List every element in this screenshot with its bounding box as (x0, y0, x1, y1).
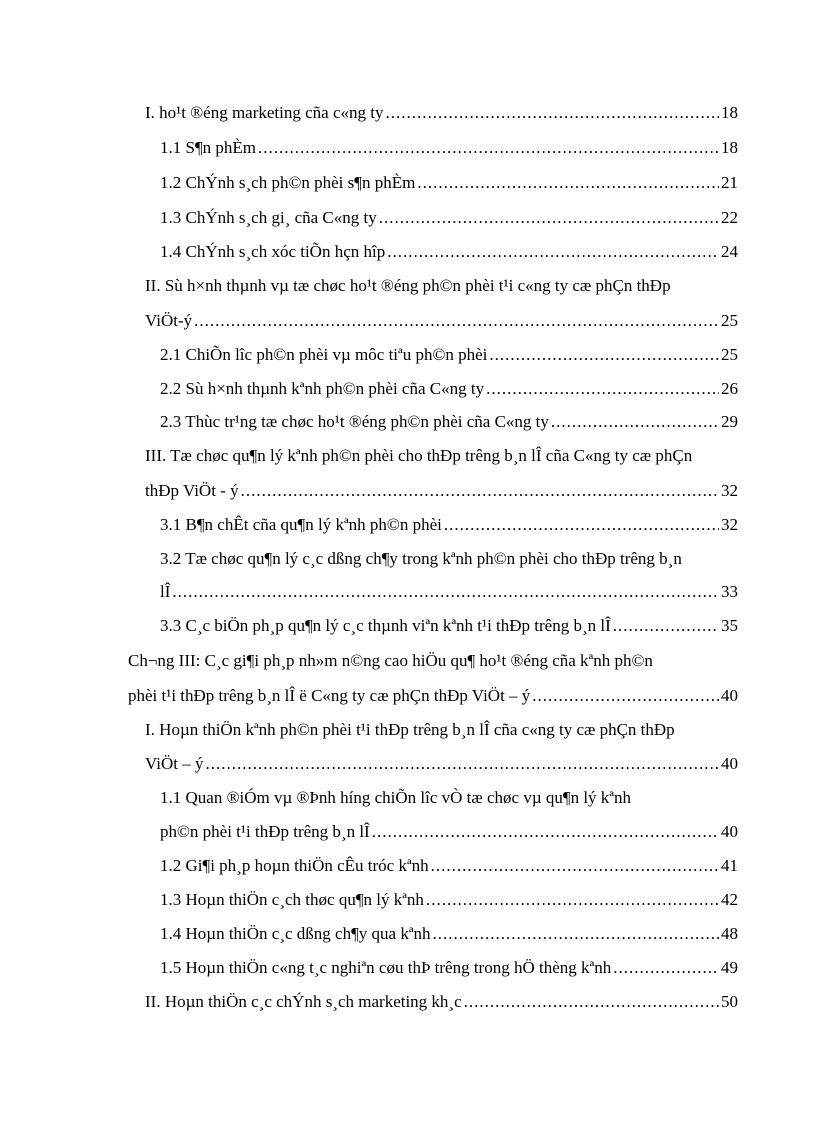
toc-entry-text: I. ho¹t ®éng marketing cña c«ng ty (145, 103, 384, 122)
toc-entry-continued (160, 547, 738, 571)
toc-entry (160, 206, 738, 230)
toc-entry (160, 854, 738, 878)
toc-page-number: 22 (721, 208, 738, 227)
toc-leader (241, 479, 719, 503)
toc-entry (160, 888, 738, 912)
toc-page-number: 18 (721, 138, 738, 157)
toc-entry (145, 101, 738, 125)
toc-page-number: 18 (721, 103, 738, 122)
toc-entry (160, 922, 738, 946)
toc-entry (160, 580, 738, 604)
toc-leader (387, 240, 719, 264)
toc-entry-text: 1.5 Hoµn thiÖn c«ng t¸c nghiªn cøu thÞ trêng trong hÖ thèng kªnh (160, 958, 612, 977)
toc-page-number: 25 (721, 345, 738, 364)
toc-page-number: 26 (721, 379, 738, 398)
toc-page-number: 40 (721, 822, 738, 841)
toc-entry-text: 3.3 C¸c biÖn ph¸p qu¶n lý c¸c thµnh viªn kªnh t¹i thÐp trêng b¸n lÎ (160, 616, 611, 635)
toc-entry (160, 171, 738, 195)
toc-entry-text: II. Sù h×nh thµnh vµ tæ chøc ho¹t ®éng ph©n phèi t¹i c«ng ty cæ phÇn thÐp (145, 276, 671, 295)
toc-entry (160, 377, 738, 401)
toc-entry-text: 1.2 Gi¶i ph¸p hoµn thiÖn cÊu tróc kªnh (160, 856, 429, 875)
toc-entry-text: 2.2 Sù h×nh thµnh kªnh ph©n phèi cña C«ng ty (160, 379, 485, 398)
toc-leader (444, 513, 719, 537)
toc-entry-continued (145, 718, 738, 742)
toc-entry-text: 2.3 Thùc tr¹ng tæ chøc ho¹t ®éng ph©n phèi cña C«ng ty (160, 412, 549, 431)
toc-entry (160, 410, 738, 434)
toc-page-number: 35 (721, 616, 738, 635)
toc-entry (160, 513, 738, 537)
toc-leader (613, 956, 719, 980)
toc-page-number: 29 (721, 412, 738, 431)
toc-page-number: 50 (721, 992, 738, 1011)
toc-entry-continued (145, 444, 738, 468)
toc-entry-text: lÎ (160, 582, 171, 601)
toc-leader (417, 171, 719, 195)
toc-entry-text: ViÖt – ý (145, 754, 204, 773)
toc-entry (160, 956, 738, 980)
toc-leader (194, 309, 719, 333)
toc-entry (160, 240, 738, 264)
chapter-heading (128, 649, 738, 673)
toc-entry (128, 684, 738, 708)
toc-entry-text: phèi t¹i thÐp trêng b¸n lÎ ë C«ng ty cæ phÇn thÐp ViÖt – ý (128, 686, 531, 705)
toc-leader (613, 614, 719, 638)
toc-entry-continued (145, 274, 738, 298)
toc-leader (551, 410, 719, 434)
toc-entry-text: II. Hoµn thiÖn c¸c chÝnh s¸ch marketing kh¸c (145, 992, 462, 1011)
toc-entry (145, 309, 738, 333)
toc-entry (160, 820, 738, 844)
toc-entry-text: 3.1 B¶n chÊt cña qu¶n lý kªnh ph©n phèi (160, 515, 442, 534)
toc-page-number: 40 (721, 686, 738, 705)
toc-leader (205, 752, 719, 776)
toc-entry-text: Ch¬ng III: C¸c gi¶i ph¸p nh»m n©ng cao hiÖu qu¶ ho¹t ®éng cña kªnh ph©n (128, 651, 653, 670)
toc-leader (431, 854, 719, 878)
toc-entry-text: 1.3 Hoµn thiÖn c¸ch thøc qu¶n lý kªnh (160, 890, 424, 909)
toc-page-number: 42 (721, 890, 738, 909)
toc-leader (385, 101, 719, 125)
toc-page-number: 32 (721, 481, 738, 500)
toc-entry-text: 1.2 ChÝnh s¸ch ph©n phèi s¶n phÈm (160, 173, 416, 192)
toc-entry-text: 1.3 ChÝnh s¸ch gi¸ cña C«ng ty (160, 208, 377, 227)
toc-leader (489, 343, 719, 367)
toc-entry (145, 479, 738, 503)
toc-entry-text: 3.2 Tæ chøc qu¶n lý c¸c dßng ch¶y trong kªnh ph©n phèi cho thÐp trêng b¸n (160, 549, 682, 568)
toc-entry-text: ph©n phèi t¹i thÐp trêng b¸n lÎ (160, 822, 370, 841)
toc-entry-text: 1.4 Hoµn thiÖn c¸c dßng ch¶y qua kªnh (160, 924, 431, 943)
toc-page-number: 40 (721, 754, 738, 773)
toc-entry (160, 136, 738, 160)
toc-leader (486, 377, 719, 401)
toc-entry-text: thÐp ViÖt - ý (145, 481, 239, 500)
toc-entry-continued (160, 786, 738, 810)
toc-leader (426, 888, 719, 912)
toc-entry-text: 1.4 ChÝnh s¸ch xóc tiÕn hçn hîp (160, 242, 386, 261)
toc-leader (433, 922, 719, 946)
toc-entry-text: 2.1 ChiÕn lîc ph©n phèi vµ môc tiªu ph©n phèi (160, 345, 488, 364)
toc-entry-text: ViÖt-ý (145, 311, 193, 330)
toc-page-number: 48 (721, 924, 738, 943)
toc-page-number: 21 (721, 173, 738, 192)
toc-page-number: 33 (721, 582, 738, 601)
toc-leader (258, 136, 719, 160)
toc-entry-text: 1.1 Quan ®iÓm vµ ®Þnh híng chiÕn lîc vÒ tæ chøc vµ qu¶n lý kªnh (160, 788, 631, 807)
toc-entry (145, 990, 738, 1014)
toc-leader (172, 580, 719, 604)
toc-leader (372, 820, 719, 844)
toc-entry (145, 752, 738, 776)
toc-entry-text: 1.1 S¶n phÈm (160, 138, 257, 157)
toc-leader (532, 684, 719, 708)
toc-page-number: 25 (721, 311, 738, 330)
toc-leader (379, 206, 719, 230)
toc-page-number: 32 (721, 515, 738, 534)
toc-page-number: 41 (721, 856, 738, 875)
toc-leader (464, 990, 719, 1014)
toc-entry (160, 614, 738, 638)
toc-entry-text: III. Tæ chøc qu¶n lý kªnh ph©n phèi cho thÐp trêng b¸n lÎ cña C«ng ty cæ phÇn (145, 446, 693, 465)
toc-entry-text: I. Hoµn thiÖn kªnh ph©n phèi t¹i thÐp trêng b¸n lÎ cña c«ng ty cæ phÇn thÐp (145, 720, 675, 739)
toc-page-number: 24 (721, 242, 738, 261)
toc-page-number: 49 (721, 958, 738, 977)
toc-entry (160, 343, 738, 367)
